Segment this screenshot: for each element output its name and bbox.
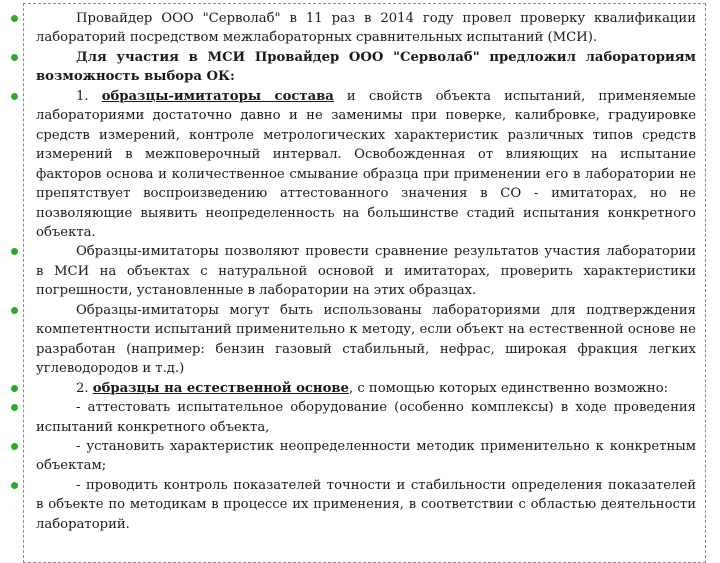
- paragraph-text-run: , с помощью которых единственно возможно:: [348, 380, 669, 396]
- bullet-dot-icon: [11, 385, 18, 392]
- bullet-paragraph: [36, 301, 696, 379]
- bullet-dot-icon: [11, 93, 18, 100]
- bullet-paragraph: [36, 9, 696, 48]
- paragraph-text-run: Образцы-имитаторы позволяют провести сравнение результатов участия лаборатории в МСИ на объектах с натуральной основой и имитаторах, проверить характеристики погрешности, установленные в лаборатории на этих образцах.: [36, 244, 696, 299]
- paragraph-text-run: - проводить контроль показателей точности и стабильности определения показателей в объекте по методикам в процессе их применения, в соответствии с областью деятельности лабораторий.: [36, 477, 696, 532]
- bullet-paragraph: [36, 87, 696, 243]
- bullet-dot-icon: [11, 15, 18, 22]
- paragraph-text-run: и свойств объекта испытаний, применяемые лабораториями достаточно давно и не заменимы при поверке, калибровке, градуировке средств измерений, контроле метрологических характеристик различных типов средств измерений в межповерочный интервал. Освобожденная от влияющих на испытание факторов основа и количественное смывание образца при применении его в лаборатории не препятствует воспроизведению аттестованного значения в СО - имитаторах, но не позволяющие выявить неопределенность на большинстве стадий испытания конкретного объекта.: [36, 88, 696, 240]
- bullet-paragraph: [36, 379, 696, 398]
- bullet-dot-icon: [11, 482, 18, 489]
- bullet-paragraph: [36, 242, 696, 300]
- bullet-dot-icon: [11, 248, 18, 255]
- paragraph-text-run: 1.: [76, 88, 102, 104]
- paragraph-text-run: образцы-имитаторы состава: [101, 88, 334, 104]
- bullet-paragraph: [36, 48, 696, 87]
- text-body: [36, 9, 696, 534]
- paragraph-text-run: 2.: [76, 380, 93, 396]
- paragraph-text-run: образцы на естественной основе: [92, 380, 349, 396]
- bullet-paragraph: [36, 398, 696, 437]
- paragraph-text-run: - аттестовать испытательное оборудование (особенно комплексы) в ходе проведения испытаний конкретного объекта,: [36, 400, 696, 435]
- paragraph-text-run: - установить характеристик неопределенности методик применительно к конкретным объектам;: [36, 438, 696, 474]
- bullet-paragraph: [36, 437, 696, 476]
- bullet-dot-icon: [11, 54, 18, 61]
- paragraph-text-run: Для участия в МСИ Провайдер ООО "Серволаб" предложил лабораториям возможность выбора ОК:: [36, 49, 696, 85]
- paragraph-text-run: Образцы-имитаторы могут быть использованы лабораториями для подтверждения компетентности испытаний применительно к методу, если объект на естественной основе не разработан (например: бензин газовый стабильный, нефрас, широкая фракция легких углеводородов и т.д.): [36, 302, 696, 377]
- bullet-dot-icon: [11, 404, 18, 411]
- paragraph-text-run: Провайдер ООО "Серволаб" в 11 раз в 2014 году провел проверку квалификации лабораторий посредством межлабораторных сравнительных испытаний (МСИ).: [36, 11, 696, 46]
- bullet-dot-icon: [11, 443, 18, 450]
- bullet-dot-icon: [11, 307, 18, 314]
- bullet-paragraph: [36, 476, 696, 534]
